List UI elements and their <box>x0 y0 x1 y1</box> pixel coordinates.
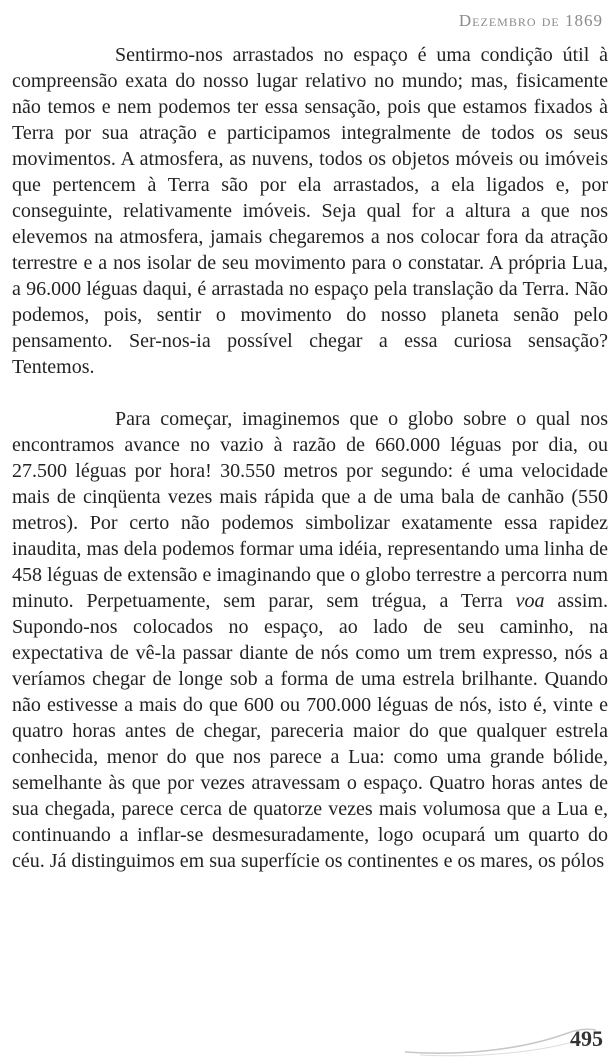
running-header: Dezembro de 1869 <box>458 11 603 30</box>
paragraph-2-part-1: Para começar, imaginemos que o globo sobre o qual nos encontramos avance no vazio à razão de 660.000 léguas por dia, ou 27.500 léguas por hora! 30.550 metros por segundo: é uma velocidade mais de cinqüenta vezes mais rápida que a de uma bala de canhão (550 metros). Por certo não podemos simbolizar exatamente essa rapidez inaudita, mas dela podemos formar uma idéia, representando uma linha de 458 léguas de extensão e imaginando que o globo terrestre a percorra num minuto. Perpetuamente, sem parar, sem trégua, a Terra <box>12 408 608 612</box>
body-text <box>12 42 608 874</box>
page-number: 495 <box>570 1026 603 1051</box>
paragraph-1: Sentirmo-nos arrastados no espaço é uma condição útil à compreensão exata do nosso lugar relativo no mundo; mas, fisicamente não temos e nem podemos ter essa sensação, pois que estamos fixados à Terra por sua atração e participamos integralmente de todos os seus movimentos. A atmosfera, as nuvens, todos os objetos móveis ou imóveis que pertencem à Terra são por ela arrastados, a ela ligados e, por conseguinte, relativamente imóveis. Seja qual for a altura a que nos elevemos na atmosfera, jamais chegaremos a nos colocar fora da atração terrestre e a nos isolar de seu movimento para o constatar. A própria Lua, a 96.000 léguas daqui, é arrastada no espaço pela translação da Terra. Não podemos, pois, sentir o movimento do nosso planeta senão pelo pensamento. Ser-nos-ia possível chegar a essa curiosa sensação? Tentemos. <box>12 44 608 378</box>
italic-word: voa <box>515 590 545 612</box>
paragraph-2 <box>12 406 608 874</box>
paragraph-2-part-2: assim. Supondo-nos colocados no espaço, ao lado de seu caminho, na expectativa de vê-la passar diante de nós como um trem expresso, nós a veríamos chegar de longe sob a forma de uma estrela brilhante. Quando não estivesse a mais do que 600 ou 700.000 léguas de nós, isto é, vinte e quatro horas antes de chegar, pareceria maior do que qualquer estrela conhecida, menor do que nos parece a Lua: como uma grande bólide, semelhante às que por vezes atravessam o espaço. Quatro horas antes de sua chegada, parece cerca de quatorze vezes mais volumosa que a Lua e, continuando a inflar-se desmesuradamente, logo ocupará um quarto do céu. Já distinguimos em sua superfície os continentes e os mares, os pólos <box>12 590 608 872</box>
